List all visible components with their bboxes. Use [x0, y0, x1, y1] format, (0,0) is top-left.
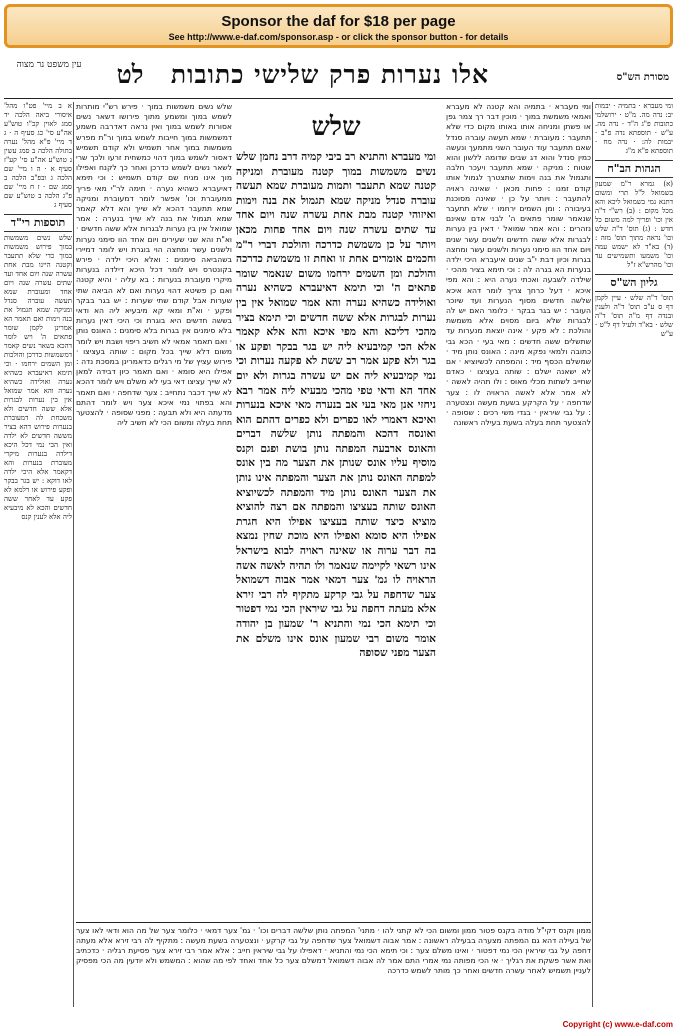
bottom-divider [76, 922, 591, 923]
masoret-hashas-text: ומי מעברא · בתמיה · יבמות יב: נדה מה. מ"ט · ירושלמי כתובות פ"ג ה"ד · נדה מה. ע"ש · תוספתא נדה פ"ב · יבמות לה: · נדה מח · תוספתא פ"א מ"ג [595, 102, 673, 155]
ein-mishpat-label: עין משפט נר מצוה [16, 60, 82, 70]
tosafot-commentary [76, 102, 232, 922]
sponsor-banner[interactable] [4, 4, 673, 48]
gemara-text: ומי מעברא והתניא רב ביבי קמיה דרב נחמן שלש נשים משמשות במוך קטנה מעוברת ומניקה קטנה שמא תתעבר ותמות מעוברת שמא תעשה עוברה סנדל מניקה שמא תגמול את בנה וימות ואיזוהי קטנה מבת אחת עשרה שנה ויום אחד עד שתים עשרה שנה ויום אחד פחות מכאן ויותר על כן משמשת כדרכה והולכת דברי ר"מ וחכמים אומרים אחת זו ואחת זו משמשת כדרכה והולכת ומן השמים ירחמו משום שנאמר שומר פתאים ה' וכי תימא דאיעברא כשהיא נערה ואולידה כשהיא נערה והא אמר שמואל אין בין נערות לבגרות אלא ששה חדשים וכי תימא בציר מהכי דליכא והא מפי איכא והא אלא קאמר אלא הכי קמיבעיא ליה יש בגר בבקר ופקע או בגר ולא פקע אמר רב ששת לא פקעה נערות וכי נמי קמיבעיא ליה אם יש עשרה בגרות ולא יום אחד הא ודאי טפי מהכי מבעיא ליה אמר רבא ניחזי אנן מאי בעי אב בנערה מאי איכא בנערות ואיכא דאמרי לאו כפרים ולא כפרים דהתם הוא ואונסה דהכא והמפתה נותן שלשה דברים והאונס ארבעה המפתה נותן בושת ופגם וקנס מוסיף עליו אונס שנותן את הצער מה בין אונס למפתה האונס נותן את הצער והמפתה אינו נותן את הצער האונס נותן מיד והמפתה לכשיוציא האונס שותה בעציצו והמפתה אם רצה להוציא מוציא כיצד שותה בעציצו אפילו היא חגרת אפילו היא סומא ואפילו היא מוכת שחין נמצא בה דבר ערוה או שאינה ראויה לבוא בישראל אינו רשאי לקיימה שנאמר ולו תהיה לאשה אשה הראויה לו גמ' צער דמאי אמר אבוה דשמואל צער שדחפה על גבי קרקע מתקיף לה רבי זירא אלא מעתה דחפה על גבי שיראין הכי נמי דפטור וכי תימא הכי נמי והתניא ר' שמעון בן יהודה אומר משום רבי שמעון אונס אינו משלם את הצער מפני שסופה [236, 151, 436, 660]
hagahot-habach-text: (א) גמרא ר"מ שמעון בשמואל ל"ל תרי ומשום דתנא נמי בשמואל ליכא והא מכל מקום : (ב) רש"י ד"ה אין וכו' ופריך למה משום כל חדש : (ג) תוס' ד"ה שלש וכו' נראה מתוך תוס' מזה : (ד) בא"ד לא ישמש עמה וכו' משמעו ותשמישים עד וכו' מהרש"א ז"ל [595, 180, 673, 269]
header-divider [4, 98, 673, 99]
bottom-commentary-text: ממון וקנס דקי"ל מודה בקנס פטור ממון ומשום הכי לא קתני להו · מתני' המפתה נותן שלשה דברים וכו' · גמ' צער דמאי · כלומר צער של מה הוא ודאי לאו צער של בעילה דהא גם המפתה מצערה בבעילה ראשונה : אמר אבוה דשמואל צער שדחפה על גבי קרקע · ונצטערה בשעת מעשה : מתקיף לה רבי זירא אלא מעתה דחפה על גבי שיראין הכי נמי דפטור · ואינו משלם צער : וכי תימא הכי נמי והתניא · דאפילו על גבי שיראין חייב : אלא אמר רבי זירא צער פסיעת רגליה · כדכתיב ואת אשר פשקת את רגליך · אי הכי מפותה נמי אמרי התם אמר לה אבוה דשמואל דמשלם צער כל אחד ואחד לפי מה שהוא : המשמש ולא יודעין מה הכי מפסיק לעניין תשמיש לאחר עשרה חדשים ואחר כך מותר לשמש כדרכה [76, 926, 591, 975]
ein-mishpat-text: א ב מיי' פט"ו מהל' איסורי ביאה הלכה יד סמג לאוין קכ"ו טוש"ע אה"ע סי' כג סעיף ה · ג ד מיי' פ"א מהל' נערה בתולה הלכה ב סמג עשין נ טוש"ע אה"ע סי' קע"ז סעיף א · ה ו מיי' שם הלכה ג ובפ"ב הלכה ב סמג שם · ז ח מיי' שם פ"ג הלכה ב טוש"ע שם סעיף ג [4, 102, 72, 209]
sponsor-title: Sponsor the daf for $18 per page [221, 13, 456, 30]
column-divider [73, 102, 74, 1007]
masoret-hashas-label: מסורת הש"ס [616, 72, 669, 83]
tosafot-rid-text: שלש נשים משמשות במוך פירוש משמשות במוך כדי שלא תתעבר וקטנה היינו מבת אחת עשרה שנה ויום אחד ועד שתים עשרה שנה ויום אחד ומעוברת שמא תעשה עוברה סנדל ומניקה שמא תגמול את בנה וימות ואם תאמר הא אמרינן לקמן שומר פתאים ה' ויש לומר דהכא בשאר נשים קאמר דמשמשות כדרכן והולכות ומן השמים ירחמו · וכי תימא דאיעברא כשהיא נערה ואולידה כשהיא נערה והא אמר שמואל אין בין נערות לבגרות אלא ששה חדשים ולא משכחת לה דמעוברת בנערות פירוש דהא בציר מששה חדשים לא ילדה ואין הכי נמי דכל היכא דילדה בנערות מיקרי מעוברת בנערות והא דקאמר אלא היכי ילדה לאו דוקא : יש בגר בבקר ופקע פירוש או דלמא לא פקע עד לאחר ששה חדשים והכא לא מיבעיא ליה אלא לענין קנס [4, 234, 72, 521]
hagahot-habach-heading: הגהות הב"ח [595, 160, 673, 178]
copyright-notice: Copyright (c) www.e-daf.com [562, 1020, 673, 1029]
bottom-commentary [76, 926, 591, 1012]
left-margin-column [4, 102, 72, 1007]
right-margin-column [595, 102, 673, 1007]
page-header [0, 60, 677, 94]
gilyon-hashas-text: תוס' ד"ה שלש · עיין לקמן דף ס ע"ב תוס' ד"ה ולענין ובנדה דף מ"ה תוס' ד"ה שלש · בא"ד ולעיל דף ל"ט · ע"ש [595, 294, 673, 338]
rashi-commentary [446, 102, 591, 922]
column-divider [592, 102, 593, 1007]
page-number: לט [116, 60, 144, 89]
gemara-opening-word: שלש [311, 112, 361, 142]
tractate-title: אלו נערות פרק שלישי כתובות [170, 60, 490, 89]
gemara-text-column [236, 150, 436, 902]
tosafot-rid-heading: תוספות רי"ד [4, 214, 72, 232]
rashi-text: ומי מעברא · בתמיה והא קטנה לא מעברא ואמאי משמשת במוך · מוכין דבר רך צמר גפן או פשתן ומניחה אותו באותו מקום כדי שלא תתעבר : מעוברת · שמא תעשה עוברה סנדל שאם תתעבר עוד העובר השני מתמעך ונעשה כמין סנדל והוא דג שבים שדומה ללשון והוא שטוח : מניקה · שמא תתעבר ויעכר חלבה ותגמול את בנה וימות שתצטרך לגמול אותו קודם זמנו : פחות מכאן · שאינה ראויה להתעבר : ויותר על כן · שאינה מסוכנת בעיבורה : ומן השמים ירחמו · שלא תתעבר שנאמר שומר פתאים ה' לבני אדם שאינם נזהרים : והא אמר שמואל · דאין בין נערות לבגרות אלא ששה חדשים ולשנים עשר שנים ויום אחד הוו סימני נערות ולשנים עשר ומחצה בגרות וכיון דבת י"ב שנים איעברא היכי ילדה בנערות הא בגרה לה : וכי תימא בציר מהכי · שילדה לשבעה ואכתי נערה היא : והא מפי איכא · דעל כרחך צריך לומר דהא איכא שלשה חדשים מסוף הנערות ועד שיוכר העובר : יש בגר בבקר · כלומר האם יש לה לבגרות שלא ביום מסוים אלא משמשת והולכת : לא פקע · אינה יוצאת מנערות עד שתשלים ששה חדשים : מאי בעי · הכא גבי כתובה ולמאי נפקא מינה : האונס נותן מיד · שמשלם הכסף מיד : והמפתה לכשיוציא · אם לא ישאנה ישלם : שותה בעציצו · כאדם שחייב לשתות מכלי מאוס : ולו תהיה לאשה · לא אמר אלא לאשה הראויה לו : צער שדחפה · על הקרקע בשעת מעשה ונצטערה : על גבי שיראין · בגדי משי רכים : שסופה · להצטער תחת בעלה בשעת בעילה ראשונה [446, 102, 591, 428]
tosafot-text: שלש נשים משמשות במוך · פירש רש"י מותרות לשמש במוך ומשמע מתוך פירושו דשאר נשים אסורות לשמש במוך ואין נראה דאדרבה משמע דמשמשות במוך חייבות לשמש במוך ור"ת מפרש משמשות במוך אחר תשמיש ולא קודם תשמיש דאסור לשמש במוך דהוי כמשחית זרעו ולכך שרי לשאר נשים לשמש כדרכן ואחר כך לקנח ואפילו מוך אינו מניח שם קודם תשמיש : וכי תימא דאיעברא כשהיא נערה · תימה לר"י מאי פריך ממעוברת וכו' אפשר לומר דמעוברת ומניקה שמא תתעבר דהכא לא שייך והא דלא קאמר שמא תגמול את בנה לא שייך בנערה : אמר שמואל אין בין נערות לבגרות אלא ששה חדשים · וא"ת והא שני שעירים ויום אחד הוו סימני נערות ולשנים עשר ומחצה הוי בוגרת ויש לומר דמיירי בשהביאה סימנים : ואלא היכי ילדה · פירש בקונטרס ויש לומר דכל היכא דילדה בנערות מיקרי מעוברת בנערות : בא עליה · והיא קטנה ואם כן פשיטא דהוי נערות ואם לא הביאה שתי שערות אבל קודם שתי שערות : יש בגר בבקר ופקע · וא"ת ומאי קא מיבעיא ליה הא ודאי בששה חדשים היא בוגרת וכי היכי דאין נערות בלא סימנים אין בגרות בלא סימנים : האונס נותן · ואם תאמר אמאי לא חשיב ריפוי ושבת ויש לומר משום דלא שייך בכל מקום : שותה בעציצו · פירוש עציץ של מי רגלים כדאמרינן במסכת נדה : אפילו היא סומא · ואם תאמר כיון דבידה למאן לא שייך עציצו דאי בעי לא משלם ויש לומר דהכא לא שייך דכבר נתחייב : צער שדחפה · ואם תאמר והא בפתוי נמי איכא צער ויש לומר דהתם מדעתה היא ולא תבעה : מפני שסופה · להצטער תחת בעלה ומשום הכי לא חשיב ליה [76, 102, 232, 428]
gilyon-hashas-heading: גליון הש"ס [595, 274, 673, 292]
sponsor-subtitle: See http://www.e-daf.com/sponsor.asp - or click the sponsor button - for details [168, 32, 509, 42]
talmud-page [0, 52, 677, 1020]
